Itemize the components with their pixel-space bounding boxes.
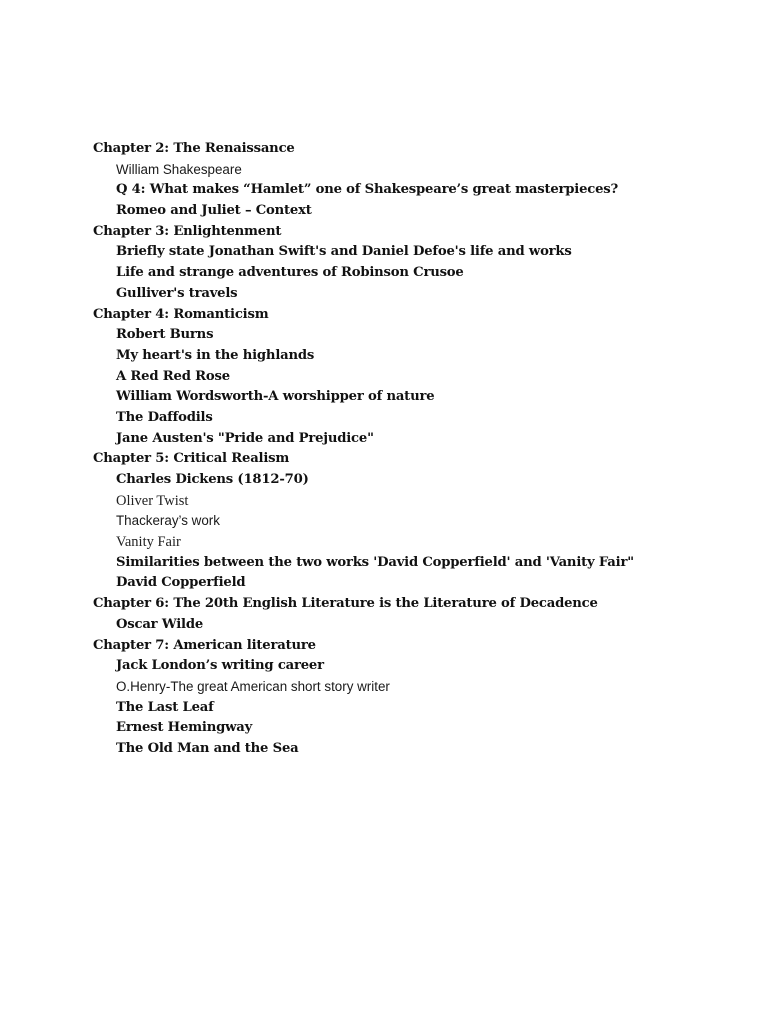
- chapter-title: Enlightenment: [168, 223, 282, 239]
- toc-entry[interactable]: Ernest Hemingway: [116, 720, 253, 736]
- chapter-title: Romanticism: [168, 306, 269, 322]
- chapter-heading-5[interactable]: [93, 449, 733, 470]
- toc-entry[interactable]: Gulliver's travels: [116, 285, 238, 301]
- chapter-heading-6[interactable]: [93, 594, 733, 615]
- toc-entry[interactable]: A Red Red Rose: [116, 368, 230, 384]
- toc-entry[interactable]: O.Henry-The great American short story writer: [116, 678, 390, 694]
- chapter-heading-3[interactable]: [93, 222, 733, 243]
- toc-entry[interactable]: Robert Burns: [116, 327, 214, 343]
- toc-entry[interactable]: The Daffodils: [116, 409, 213, 425]
- toc-entry[interactable]: The Last Leaf: [116, 699, 214, 715]
- chapter-label: Chapter 4:: [93, 306, 169, 322]
- chapter-heading-4[interactable]: [93, 305, 733, 326]
- toc-entry[interactable]: William Wordsworth-A worshipper of nature: [116, 389, 435, 405]
- table-of-contents: [93, 139, 733, 760]
- toc-entry[interactable]: Romeo and Juliet – Context: [116, 203, 312, 219]
- chapter-label: Chapter 6:: [93, 596, 169, 612]
- chapter-title: The Renaissance: [168, 141, 295, 156]
- toc-entry[interactable]: Thackeray’s work: [116, 513, 220, 529]
- chapter-label: Chapter 7:: [93, 637, 169, 653]
- toc-entry[interactable]: Oscar Wilde: [116, 616, 204, 632]
- chapter-title: Critical Realism: [168, 451, 290, 467]
- chapter-title: The 20th English Literature is the Literature of Decadence: [168, 596, 598, 612]
- toc-entry[interactable]: Briefly state Jonathan Swift's and Daniel Defoe's life and works: [116, 244, 572, 260]
- toc-entry[interactable]: Oliver Twist: [116, 492, 189, 509]
- toc-entry[interactable]: Similarities between the two works 'David Copperfield' and 'Vanity Fair": [116, 554, 634, 570]
- chapter-heading-7[interactable]: [93, 636, 733, 657]
- toc-entry[interactable]: Jane Austen's "Pride and Prejudice": [116, 430, 374, 446]
- chapter-title: American literature: [168, 637, 316, 653]
- toc-entry[interactable]: Q 4: What makes “Hamlet” one of Shakespeare’s great masterpieces?: [116, 182, 619, 198]
- toc-entry[interactable]: William Shakespeare: [116, 161, 242, 177]
- toc-entry[interactable]: The Old Man and the Sea: [116, 740, 299, 756]
- toc-entry[interactable]: Charles Dickens (1812-70): [116, 472, 309, 487]
- chapter-label: Chapter 5:: [93, 451, 169, 467]
- chapter-label: Chapter 3:: [93, 223, 169, 239]
- chapter-label: Chapter 2:: [93, 141, 169, 156]
- toc-entry[interactable]: Jack London’s writing career: [116, 658, 324, 674]
- toc-entry[interactable]: My heart's in the highlands: [116, 347, 315, 363]
- toc-entry[interactable]: Life and strange adventures of Robinson Crusoe: [116, 265, 464, 281]
- chapter-heading-2[interactable]: [93, 139, 733, 160]
- toc-entry[interactable]: David Copperfield: [116, 575, 246, 591]
- toc-entry[interactable]: Vanity Fair: [116, 534, 181, 551]
